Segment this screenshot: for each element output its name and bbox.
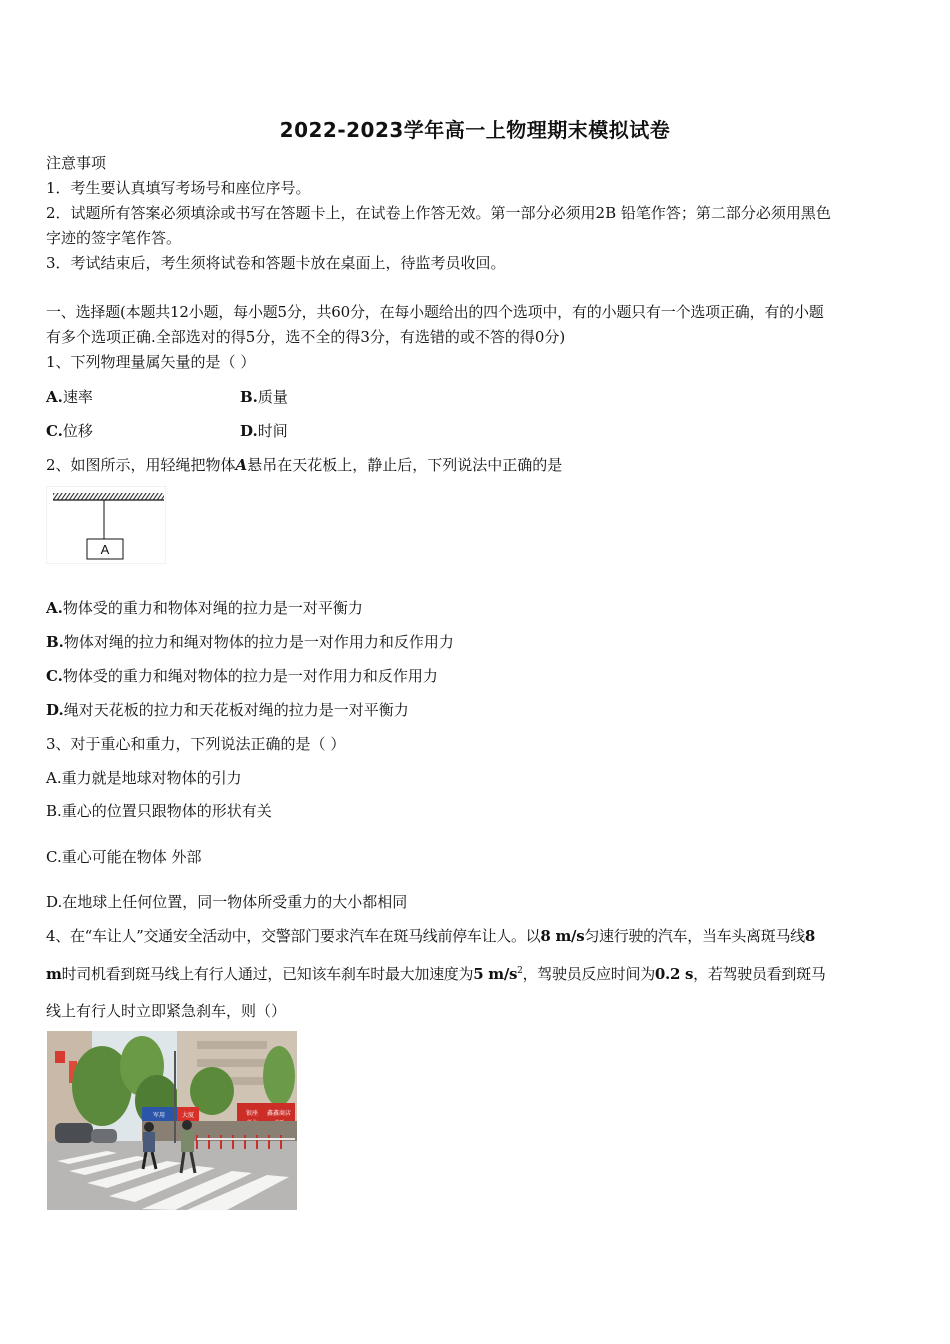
q3-option-c: C.重心可能在物体 外部 [46, 848, 202, 866]
block-a-label: A [100, 542, 110, 557]
q4-photo [47, 1031, 297, 1210]
car-2 [91, 1129, 117, 1143]
q2-stem: 2、如图所示，用轻绳把物体A悬吊在天花板上，静止后，下列说法中正确的是 [46, 456, 563, 474]
page-title: 2022-2023学年高一上物理期末模拟试卷 [279, 118, 671, 142]
ceiling-hatch [53, 493, 164, 500]
q2-option-b: B.物体对绳的拉力和绳对物体的拉力是一对作用力和反作用力 [46, 633, 454, 651]
q1-stem: 1、下列物理量属矢量的是（ ） [46, 353, 256, 371]
svg-text:军用: 军用 [152, 1112, 166, 1119]
q3-stem: 3、对于重心和重力，下列说法正确的是（ ） [46, 735, 346, 753]
q4-stem-line2: m时司机看到斑马线上有行人通过，已知该车刹车时最大加速度为5 $m/s^2$，驾驶员反应时间为0.2 s，若驾驶员看到斑马 [46, 965, 826, 983]
q2-option-a: A.物体受的重力和物体对绳的拉力是一对平衡力 [46, 599, 363, 617]
section-heading-line2: 有多个选项正确.全部选对的得5分，选不全的得3分，有选错的或不答的得0分) [46, 328, 566, 346]
q3-option-d: D.在地球上任何位置，同一物体所受重力的大小都相同 [46, 893, 408, 911]
notice-heading: 注意事项 [46, 154, 107, 172]
q3-option-b: B.重心的位置只跟物体的形状有关 [46, 802, 272, 820]
notice-item-2: 2．试题所有答案必须填涂或书写在答题卡上，在试卷上作答无效。第一部分必须用2B 铅笔作答；第二部分必须用黑色 [46, 204, 831, 222]
q1-option-b: B.质量 [240, 388, 288, 406]
svg-text:大厦: 大厦 [181, 1112, 195, 1119]
crosswalk-photo [47, 1031, 297, 1210]
section-heading-line1: 一、选择题(本题共12小题，每小题5分，共60分，在每小题给出的四个选项中，有的小题只有一个选项正确，有的小题 [46, 303, 824, 321]
q2-option-d: D.绳对天花板的拉力和天花板对绳的拉力是一对平衡力 [46, 701, 409, 719]
q1-option-c: C.位移 [46, 422, 93, 440]
q2-figure [46, 486, 166, 564]
q2-option-c: C.物体受的重力和绳对物体的拉力是一对作用力和反作用力 [46, 667, 438, 685]
q1-option-d: D.时间 [240, 422, 288, 440]
hanging-block-diagram [46, 486, 166, 564]
svg-text:银座: 银座 [245, 1110, 259, 1117]
q1-option-a: A.速率 [46, 388, 93, 406]
notice-item-2-cont: 字迹的签字笔作答。 [46, 229, 182, 247]
notice-item-1: 1．考生要认真填写考场号和座位序号。 [46, 179, 311, 197]
car-left [55, 1123, 93, 1143]
q3-option-a: A.重力就是地球对物体的引力 [46, 769, 242, 787]
svg-text:鑫鑫商店: 鑫鑫商店 [266, 1110, 292, 1117]
notice-item-3: 3．考试结束后，考生须将试卷和答题卡放在桌面上，待监考员收回。 [46, 254, 506, 272]
q4-stem-line1: 4、在“车让人”交通安全活动中，交警部门要求汽车在斑马线前停车让人。以8 m/s匀速行驶的汽车，当车头离斑马线8 [46, 927, 816, 945]
q4-stem-line3: 线上有行人时立即紧急刹车，则（） [46, 1002, 287, 1020]
